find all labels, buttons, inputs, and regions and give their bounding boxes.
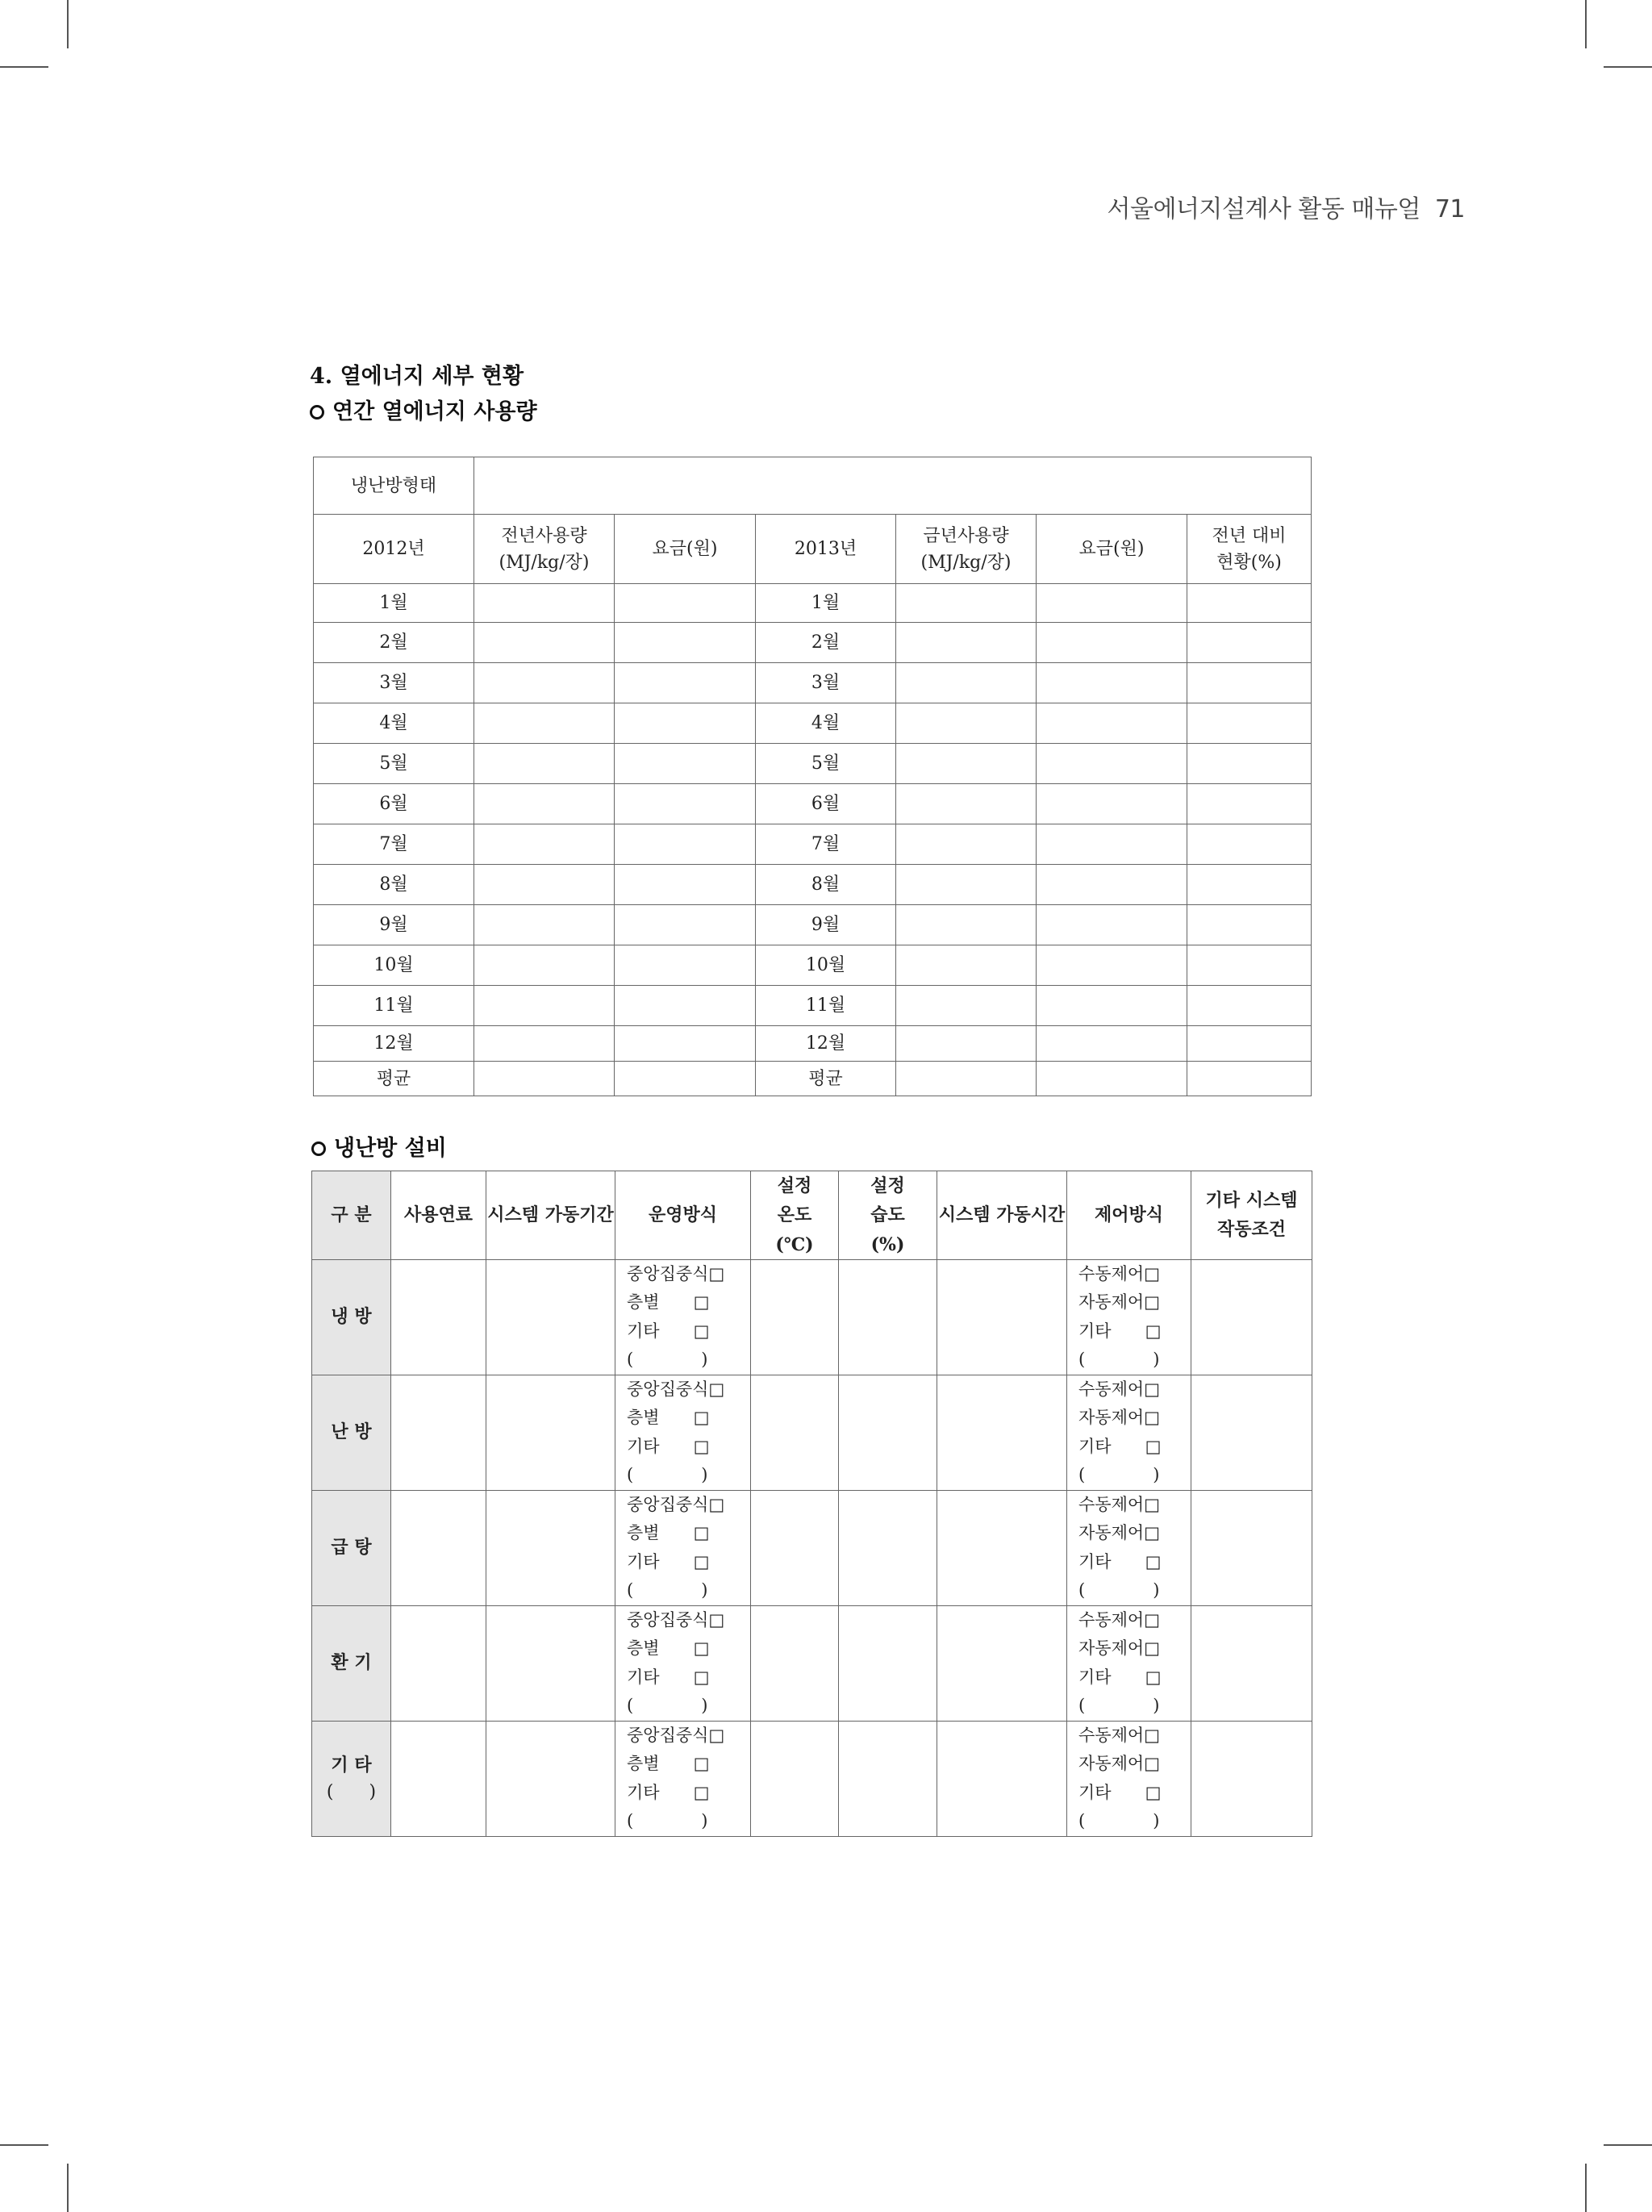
temp-cell[interactable] [751,1259,839,1375]
type-label: 냉난방형태 [314,457,474,515]
month-2013: 10월 [756,945,896,986]
operation-option[interactable]: 중앙집중식□ [627,1379,725,1399]
prev-fee-cell[interactable] [615,824,756,865]
compare-cell[interactable] [1187,623,1312,663]
compare-cell[interactable] [1187,744,1312,784]
cur-usage-cell[interactable] [896,865,1037,905]
table-row [314,663,1312,703]
row-label: 기 타 ( ) [312,1721,391,1836]
crop-mark [0,66,48,68]
table-row [314,905,1312,945]
table-row [314,1026,1312,1062]
cur-fee-cell[interactable] [1037,663,1187,703]
crop-mark [67,0,69,48]
month-2012: 11월 [314,986,474,1026]
operation-option[interactable]: 중앙집중식□ [627,1263,725,1283]
operation-option[interactable]: ( ) [627,1811,708,1831]
compare-cell[interactable] [1187,945,1312,986]
hours-cell[interactable] [937,1259,1067,1375]
table-row [314,784,1312,824]
operation-option[interactable]: 기타 □ [627,1782,710,1802]
prev-fee-cell[interactable] [615,1026,756,1062]
operation-option[interactable]: 층별 □ [627,1408,710,1428]
control-option[interactable]: 자동제어□ [1078,1638,1160,1659]
month-2012: 7월 [314,824,474,865]
control-options [1067,1605,1191,1721]
temp-cell[interactable] [751,1490,839,1605]
control-option[interactable]: 기타 □ [1078,1667,1162,1687]
operation-option[interactable]: 기타 □ [627,1667,710,1687]
equipment-table [311,1171,1312,1837]
prev-usage-avg[interactable] [474,1062,615,1096]
compare-cell[interactable] [1187,784,1312,824]
cur-fee-cell[interactable] [1037,744,1187,784]
prev-usage-cell[interactable] [474,744,615,784]
compare-cell[interactable] [1187,824,1312,865]
equipment-heading: 냉난방 설비 [311,1130,447,1162]
type-value-cell[interactable] [474,457,1312,515]
cur-usage-cell[interactable] [896,1026,1037,1062]
control-options [1067,1375,1191,1490]
month-2013: 8월 [756,865,896,905]
month-2012: 1월 [314,584,474,623]
month-2013: 11월 [756,986,896,1026]
prev-usage-cell[interactable] [474,824,615,865]
col-prev-usage: 전년사용량 (MJ/kg/장) [474,515,615,584]
other-cell[interactable] [1191,1721,1312,1836]
month-2013: 12월 [756,1026,896,1062]
month-2012: 4월 [314,703,474,744]
crop-mark [1585,0,1587,48]
compare-cell[interactable] [1187,1026,1312,1062]
crop-mark [0,2144,48,2146]
row-label: 냉 방 [312,1259,391,1375]
fuel-cell[interactable] [391,1721,486,1836]
table-row [314,703,1312,744]
avg-label-2013: 평균 [756,1062,896,1096]
prev-usage-cell[interactable] [474,584,615,623]
control-option[interactable]: 수동제어□ [1078,1494,1160,1514]
fuel-cell[interactable] [391,1259,486,1375]
compare-cell[interactable] [1187,703,1312,744]
fuel-cell[interactable] [391,1375,486,1490]
prev-usage-cell[interactable] [474,663,615,703]
operation-option[interactable]: ( ) [627,1580,708,1601]
col-2012: 2012년 [314,515,474,584]
operation-option[interactable]: ( ) [627,1350,708,1370]
compare-cell[interactable] [1187,584,1312,623]
crop-mark [1585,2164,1587,2212]
compare-avg[interactable] [1187,1062,1312,1096]
control-option[interactable]: ( ) [1078,1811,1160,1831]
month-2012: 12월 [314,1026,474,1062]
hdr-fuel: 사용연료 [391,1171,486,1260]
operation-option[interactable]: 중앙집중식□ [627,1494,725,1514]
control-option[interactable]: 자동제어□ [1078,1408,1160,1428]
month-2012: 8월 [314,865,474,905]
circle-bullet-icon [310,405,324,419]
cur-usage-cell[interactable] [896,945,1037,986]
month-2012: 3월 [314,663,474,703]
operation-options [615,1605,751,1721]
cur-fee-cell[interactable] [1037,865,1187,905]
hdr-operation: 운영방식 [615,1171,751,1260]
operation-option[interactable]: 층별 □ [627,1523,710,1543]
period-cell[interactable] [486,1605,615,1721]
row-label: 환 기 [312,1605,391,1721]
cur-usage-cell[interactable] [896,986,1037,1026]
month-2012: 6월 [314,784,474,824]
cur-usage-cell[interactable] [896,623,1037,663]
compare-cell[interactable] [1187,865,1312,905]
prev-fee-cell[interactable] [615,623,756,663]
circle-bullet-icon [311,1141,326,1156]
control-option[interactable]: 자동제어□ [1078,1292,1160,1313]
cur-usage-cell[interactable] [896,824,1037,865]
crop-mark [1604,2144,1652,2146]
temp-cell[interactable] [751,1375,839,1490]
hours-cell[interactable] [937,1490,1067,1605]
operation-option[interactable]: 층별 □ [627,1754,710,1774]
crop-mark [67,2164,69,2212]
cur-fee-cell[interactable] [1037,824,1187,865]
fuel-cell[interactable] [391,1605,486,1721]
hdr-control: 제어방식 [1067,1171,1191,1260]
cur-usage-cell[interactable] [896,703,1037,744]
control-option[interactable]: 기타 □ [1078,1551,1162,1571]
table-row [314,744,1312,784]
control-option[interactable]: ( ) [1078,1350,1160,1370]
prev-usage-cell[interactable] [474,905,615,945]
prev-fee-avg[interactable] [615,1062,756,1096]
col-2013: 2013년 [756,515,896,584]
control-option[interactable]: 수동제어□ [1078,1725,1160,1745]
operation-options [615,1721,751,1836]
control-option[interactable]: 기타 □ [1078,1436,1162,1456]
running-header [1108,189,1466,224]
control-options [1067,1721,1191,1836]
cur-usage-cell[interactable] [896,784,1037,824]
prev-fee-cell[interactable] [615,905,756,945]
cur-fee-cell[interactable] [1037,945,1187,986]
month-2013: 4월 [756,703,896,744]
equipment-row [312,1605,1312,1721]
other-cell[interactable] [1191,1490,1312,1605]
control-option[interactable]: 수동제어□ [1078,1609,1160,1630]
control-options [1067,1259,1191,1375]
control-option[interactable]: ( ) [1078,1580,1160,1601]
hours-cell[interactable] [937,1375,1067,1490]
other-cell[interactable] [1191,1259,1312,1375]
control-option[interactable]: 수동제어□ [1078,1379,1160,1399]
other-cell[interactable] [1191,1605,1312,1721]
table-row [314,584,1312,623]
cur-fee-cell[interactable] [1037,986,1187,1026]
equipment-row [312,1259,1312,1375]
prev-fee-cell[interactable] [615,865,756,905]
period-cell[interactable] [486,1490,615,1605]
cur-fee-cell[interactable] [1037,784,1187,824]
humidity-cell[interactable] [839,1490,937,1605]
month-2013: 2월 [756,623,896,663]
prev-usage-cell[interactable] [474,865,615,905]
hdr-humidity: 설정 습도 (%) [839,1171,937,1260]
section-title: 4. 열에너지 세부 현황 [310,364,524,389]
control-option[interactable]: 기타 □ [1078,1321,1162,1341]
equipment-row [312,1375,1312,1490]
cur-usage-avg[interactable] [896,1062,1037,1096]
control-options [1067,1490,1191,1605]
table-row [314,986,1312,1026]
cur-fee-cell[interactable] [1037,703,1187,744]
prev-fee-cell[interactable] [615,663,756,703]
row-label: 난 방 [312,1375,391,1490]
compare-cell[interactable] [1187,905,1312,945]
hours-cell[interactable] [937,1721,1067,1836]
month-2012: 9월 [314,905,474,945]
prev-usage-cell[interactable] [474,623,615,663]
control-option[interactable]: ( ) [1078,1465,1160,1485]
hdr-period: 시스템 가동기간 [486,1171,615,1260]
annual-heading: 연간 열에너지 사용량 [310,394,537,425]
hdr-temp: 설정 온도 (℃) [751,1171,839,1260]
month-2013: 5월 [756,744,896,784]
month-2013: 6월 [756,784,896,824]
operation-option[interactable]: 기타 □ [627,1321,710,1341]
period-cell[interactable] [486,1375,615,1490]
avg-label-2012: 평균 [314,1062,474,1096]
operation-option[interactable]: ( ) [627,1465,708,1485]
prev-fee-cell[interactable] [615,986,756,1026]
crop-mark [1604,66,1652,68]
col-cur-usage: 금년사용량 (MJ/kg/장) [896,515,1037,584]
equipment-row [312,1490,1312,1605]
col-fee-prev: 요금(원) [615,515,756,584]
cur-fee-cell[interactable] [1037,584,1187,623]
hours-cell[interactable] [937,1605,1067,1721]
table-row [314,824,1312,865]
month-2012: 10월 [314,945,474,986]
humidity-cell[interactable] [839,1259,937,1375]
humidity-cell[interactable] [839,1721,937,1836]
prev-usage-cell[interactable] [474,1026,615,1062]
operation-option[interactable]: 층별 □ [627,1638,710,1659]
page-number: 71 [1434,195,1465,223]
operation-option[interactable]: 층별 □ [627,1292,710,1313]
cur-fee-cell[interactable] [1037,905,1187,945]
operation-option[interactable]: 기타 □ [627,1436,710,1456]
cur-usage-cell[interactable] [896,905,1037,945]
control-option[interactable]: 자동제어□ [1078,1754,1160,1774]
prev-usage-cell[interactable] [474,945,615,986]
control-option[interactable]: ( ) [1078,1696,1160,1716]
manual-title: 서울에너지설계사 활동 매뉴얼 [1107,195,1420,223]
prev-usage-cell[interactable] [474,703,615,744]
table-row-average [314,1062,1312,1096]
operation-option[interactable]: 중앙집중식□ [627,1725,725,1745]
equipment-row [312,1721,1312,1836]
prev-fee-cell[interactable] [615,584,756,623]
cur-fee-cell[interactable] [1037,1026,1187,1062]
month-2012: 5월 [314,744,474,784]
period-cell[interactable] [486,1721,615,1836]
cur-usage-cell[interactable] [896,584,1037,623]
table-row [314,623,1312,663]
annual-usage-table [313,457,1312,1096]
prev-fee-cell[interactable] [615,703,756,744]
compare-cell[interactable] [1187,663,1312,703]
cur-fee-avg[interactable] [1037,1062,1187,1096]
row-label: 급 탕 [312,1490,391,1605]
hdr-other: 기타 시스템 작동조건 [1191,1171,1312,1260]
prev-fee-cell[interactable] [615,744,756,784]
cur-usage-cell[interactable] [896,744,1037,784]
month-2012: 2월 [314,623,474,663]
table-row [314,865,1312,905]
month-2013: 1월 [756,584,896,623]
humidity-cell[interactable] [839,1375,937,1490]
prev-usage-cell[interactable] [474,784,615,824]
temp-cell[interactable] [751,1605,839,1721]
compare-cell[interactable] [1187,986,1312,1026]
cur-fee-cell[interactable] [1037,623,1187,663]
prev-usage-cell[interactable] [474,986,615,1026]
month-2013: 3월 [756,663,896,703]
cur-usage-cell[interactable] [896,663,1037,703]
prev-fee-cell[interactable] [615,784,756,824]
col-fee-cur: 요금(원) [1037,515,1187,584]
month-2013: 9월 [756,905,896,945]
hdr-hours: 시스템 가동시간 [937,1171,1067,1260]
humidity-cell[interactable] [839,1605,937,1721]
operation-options [615,1259,751,1375]
control-option[interactable]: 자동제어□ [1078,1523,1160,1543]
col-compare: 전년 대비 현황(%) [1187,515,1312,584]
operation-option[interactable]: 기타 □ [627,1551,710,1571]
operation-options [615,1490,751,1605]
prev-fee-cell[interactable] [615,945,756,986]
fuel-cell[interactable] [391,1490,486,1605]
period-cell[interactable] [486,1259,615,1375]
operation-option[interactable]: 중앙집중식□ [627,1609,725,1630]
operation-option[interactable]: ( ) [627,1696,708,1716]
table-row [314,945,1312,986]
temp-cell[interactable] [751,1721,839,1836]
operation-options [615,1375,751,1490]
control-option[interactable]: 기타 □ [1078,1782,1162,1802]
other-cell[interactable] [1191,1375,1312,1490]
month-2013: 7월 [756,824,896,865]
hdr-category: 구 분 [312,1171,391,1260]
control-option[interactable]: 수동제어□ [1078,1263,1160,1283]
